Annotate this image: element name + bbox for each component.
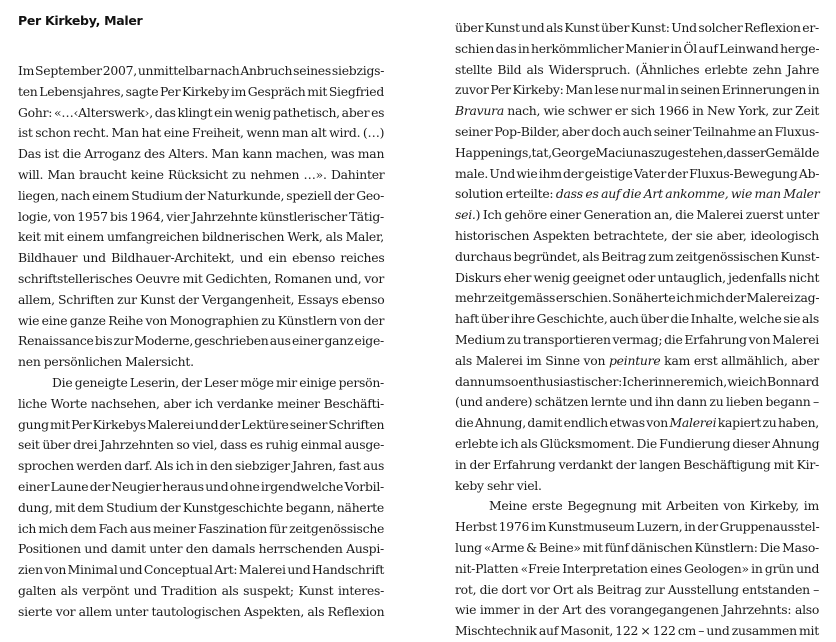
- text-line: [18, 602, 384, 623]
- text-line: [18, 560, 384, 581]
- text-line: [455, 476, 819, 497]
- text-segment: kapiert zu haben,: [716, 415, 819, 431]
- italic-text: Malerei: [669, 415, 717, 431]
- text-segment: die Ahnung, damit endlich etwas von: [455, 415, 670, 431]
- text-line: [18, 456, 384, 477]
- text-segment: allem, Schriften zur Kunst der Vergangenheit, Essays ebenso: [18, 291, 385, 307]
- text-line: [18, 435, 384, 456]
- text-line: [455, 580, 819, 601]
- text-line: [455, 226, 819, 247]
- text-line: [18, 498, 384, 519]
- text-line: [455, 496, 819, 517]
- text-segment: male. Und wie ihm der geistige Vater der Fluxus-Bewegung Ab-: [455, 165, 820, 181]
- right-text-column: [455, 18, 819, 642]
- text-line: [18, 477, 384, 498]
- text-line: [18, 82, 384, 103]
- text-segment: nit-Platten «Freie Interpretation eines Geologen» in grün und: [455, 560, 820, 576]
- text-line: [18, 290, 384, 311]
- text-line: [455, 351, 819, 372]
- text-segment: ich mich dem Fach aus meiner Faszination für zeitgenössische: [18, 520, 385, 536]
- text-segment: mehr zeitgemäss erschien. So näherte ich mich der Malerei zag-: [455, 290, 820, 306]
- text-line: [18, 269, 384, 290]
- text-segment: lung «Arme & Beine» mit fünf dänischen Künstlern: Die Maso-: [455, 539, 819, 555]
- text-segment: Diskurs eher wenig geeignet oder untauglich, jedenfalls nicht: [455, 269, 820, 285]
- text-line: [18, 311, 384, 332]
- text-line: [18, 165, 384, 186]
- text-line: [455, 205, 819, 226]
- text-segment: ) Ich gehöre einer Generation an, die Malerei zuerst unter: [475, 207, 819, 223]
- text-line: [455, 434, 819, 455]
- text-line: [18, 248, 384, 269]
- text-line: [455, 538, 819, 559]
- text-segment: ist schon recht. Man hat eine Freiheit, wenn man alt wird. (…): [18, 125, 385, 141]
- text-line: [18, 352, 384, 373]
- text-segment: Im September 2007, unmittelbar nach Anbruch seines siebzigs-: [18, 63, 385, 78]
- text-segment: liegen, nach einem Studium der Naturkunde, speziell der Geo-: [18, 187, 385, 203]
- text-line: [455, 621, 819, 642]
- text-segment: ten Lebensjahres, sagte Per Kirkeby im Gespräch mit Siegfried: [18, 83, 385, 99]
- text-line: [455, 60, 819, 81]
- text-segment: Meine erste Begegnung mit Arbeiten von Kirkeby, im: [489, 498, 819, 514]
- left-text-column: [18, 61, 384, 623]
- text-line: [455, 413, 819, 434]
- text-segment: haft über ihre Geschichte, auch über die Inhalte, welche sie als: [455, 311, 819, 327]
- text-line: [18, 581, 384, 602]
- text-line: [18, 207, 384, 228]
- text-line: [18, 373, 384, 394]
- text-segment: nach, wie schwer er sich 1966 in New York, zur Zeit: [503, 103, 820, 119]
- text-line: [455, 164, 819, 185]
- text-segment: Die geneigte Leserin, der Leser möge mir einige persön-: [52, 374, 384, 390]
- text-line: [455, 309, 819, 330]
- text-segment: keit mit einem umfangreichen bildnerischen Werk, als Maler,: [18, 229, 384, 245]
- text-line: [455, 39, 819, 60]
- text-line: [455, 184, 819, 205]
- text-line: [455, 392, 819, 413]
- text-line: [18, 123, 384, 144]
- text-segment: zuvor Per Kirkeby: Man lese nur mal in seinen Erinnerungen in: [455, 82, 820, 98]
- text-segment: schriftstellerisches Oeuvre mit Gedichten, Romanen und, vor: [18, 270, 384, 286]
- text-line: [455, 330, 819, 351]
- text-segment: kam erst allmählich, aber: [660, 352, 819, 368]
- text-segment: Renaissance bis zur Moderne, geschrieben aus einer ganz eige-: [18, 333, 384, 349]
- text-segment: seiner Pop-Bilder, aber doch auch seiner Teilnahme an Fluxus-: [455, 123, 819, 139]
- text-segment: durchaus begründet, als Beitrag zum zeitgenössischen Kunst-: [455, 248, 820, 264]
- text-segment: schien das in herkömmlicher Manier in Öl auf Leinwand herge-: [455, 40, 820, 56]
- text-segment: einer Laune der Neugier heraus und ohne irgendwelche Vorbil-: [18, 478, 384, 494]
- text-segment: rot, die dort vor Ort als Beitrag zur Ausstellung entstanden –: [455, 581, 820, 597]
- text-line: [18, 415, 384, 436]
- text-segment: will. Man braucht keine Rücksicht zu nehmen …». Dahinter: [18, 166, 385, 182]
- text-segment: als Malerei im Sinne von: [455, 352, 609, 368]
- text-line: [455, 268, 819, 289]
- text-segment: (und andere) schätzen lernte und ihn dann zu lieben begann –: [455, 394, 819, 410]
- text-segment: seit über drei Jahrzehnten so viel, dass es ruhig einmal ausge-: [18, 437, 385, 453]
- text-segment: Happenings, tat, George Maciunas zu gestehen, dass er Gemälde: [455, 144, 820, 160]
- text-segment: Das ist die Arroganz des Alters. Man kann machen, was man: [18, 146, 385, 162]
- text-segment: gung mit Per Kirkebys Malerei und der Lektüre seiner Schriften: [18, 416, 385, 432]
- text-segment: Medium zu transportieren vermag; die Erfahrung von Malerei: [455, 331, 819, 347]
- italic-text: dass es auf die Art ankomme, wie man Maler: [555, 186, 820, 202]
- text-segment: Mischtechnik auf Masonit, 122 × 122 cm – und zusammen mit: [455, 623, 819, 639]
- italic-text: sei.: [455, 207, 476, 223]
- text-segment: dann umso enthusiastischer: Ich erinnere mich, wie ich Bonnard: [455, 373, 819, 389]
- text-line: [455, 288, 819, 309]
- text-line: [455, 517, 819, 538]
- text-segment: sprochen werden darf. Als ich in den siebziger Jahren, fast aus: [18, 458, 385, 474]
- text-line: [18, 186, 384, 207]
- text-segment: zien von Minimal und Conceptual Art: Malerei und Handschrift: [18, 562, 385, 578]
- text-segment: über Kunst und als Kunst über Kunst: Und solcher Reflexion er-: [455, 20, 819, 35]
- text-line: [455, 101, 819, 122]
- text-line: [455, 143, 819, 164]
- text-line: [455, 122, 819, 143]
- text-segment: solution erteilte:: [455, 186, 556, 202]
- text-segment: erlebte ich als Glücksmoment. Die Fundierung dieser Ahnung: [455, 435, 820, 451]
- text-segment: dung, mit dem Studium der Kunstgeschichte begann, näherte: [18, 499, 384, 515]
- text-line: [455, 247, 819, 268]
- text-segment: Positionen und damit unter den damals herrschenden Auspi-: [18, 541, 384, 557]
- text-segment: sierte vor allem unter tautologischen Aspekten, als Reflexion: [18, 603, 385, 619]
- text-line: [455, 600, 819, 621]
- text-line: [455, 18, 819, 39]
- text-segment: nen persönlichen Malersicht.: [18, 354, 194, 370]
- text-segment: in der Erfahrung verdankt der langen Beschäftigung mit Kir-: [455, 456, 819, 472]
- text-line: [18, 103, 384, 124]
- text-line: [455, 80, 819, 101]
- italic-text: peinture: [608, 352, 661, 368]
- text-line: [455, 455, 819, 476]
- text-line: [18, 539, 384, 560]
- text-line: [18, 394, 384, 415]
- text-segment: wie eine ganze Reihe von Monographien zu Künstlern von der: [18, 312, 385, 328]
- text-segment: Herbst 1976 im Kunstmuseum Luzern, in der Gruppenausstel-: [455, 519, 820, 535]
- text-segment: wie immer in der Art des vorangegangenen Jahrzehnts: also: [455, 602, 820, 618]
- text-line: [18, 331, 384, 352]
- text-segment: historischen Aspekten betrachtete, der sie aber, ideologisch: [455, 227, 819, 243]
- text-segment: Bildhauer und Bildhauer-Architekt, und ein ebenso reiches: [18, 250, 385, 266]
- text-segment: galten als verpönt und Tradition als suspekt; Kunst interes-: [18, 582, 384, 598]
- text-line: [455, 372, 819, 393]
- text-line: [18, 144, 384, 165]
- text-line: [455, 559, 819, 580]
- text-line: [18, 61, 384, 82]
- text-line: [18, 227, 384, 248]
- text-segment: Gohr: «…‹Alterswerk›, das klingt ein wenig pathetisch, aber es: [18, 104, 385, 120]
- section-heading: Per Kirkeby, Maler: [18, 13, 143, 28]
- text-segment: stellte Bild als Widerspruch. (Ähnliches erlebte zehn Jahre: [455, 61, 820, 77]
- text-segment: liche Worte nachsehen, aber ich verdanke meiner Beschäfti-: [18, 395, 384, 411]
- text-segment: keby sehr viel.: [455, 477, 542, 493]
- text-segment: logie, von 1957 bis 1964, vier Jahrzehnte künstlerischer Tätig-: [18, 208, 384, 224]
- text-line: [18, 519, 384, 540]
- italic-text: Bravura: [455, 103, 504, 119]
